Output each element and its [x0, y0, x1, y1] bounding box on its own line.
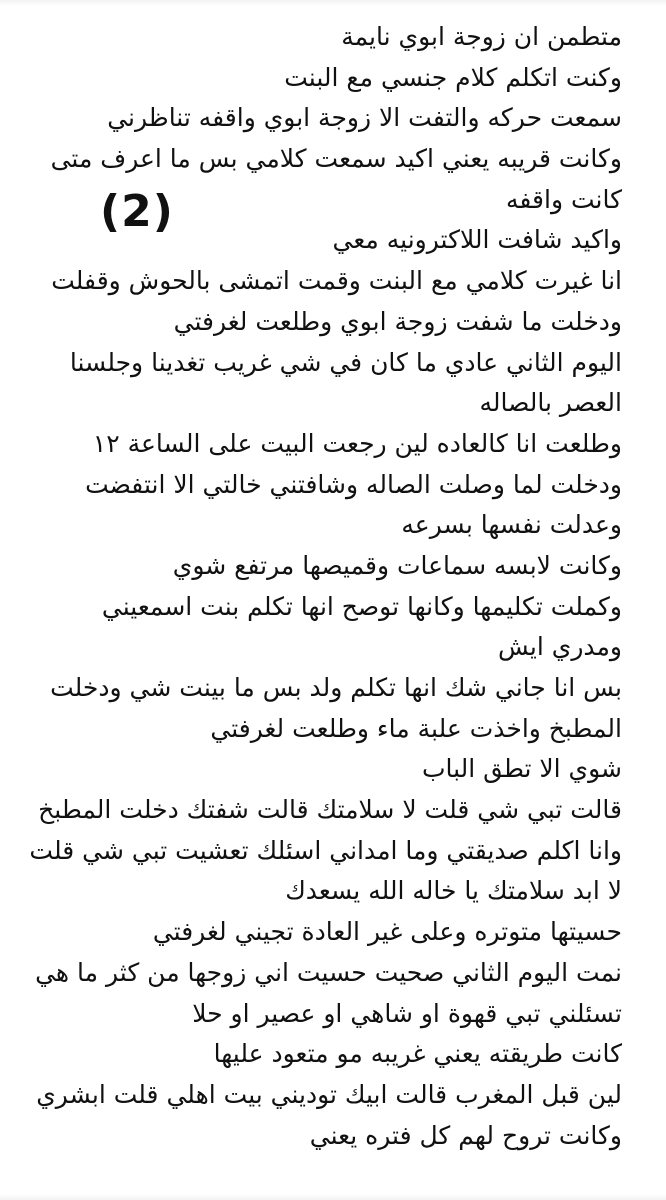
text-line: اليوم الثاني عادي ما كان في شي غريب تغدينا وجلسنا — [69, 347, 622, 377]
text-line: وعدلت نفسها بسرعه — [401, 510, 622, 540]
part-number-marker: (2) — [100, 186, 174, 237]
text-line: ودخلت لما وصلت الصاله وشافتني خالتي الا انتفضت — [85, 469, 622, 499]
text-line: حسيتها متوتره وعلى غير العادة تجيني لغرفتي — [152, 917, 622, 947]
text-line: ومدري ايش — [498, 632, 622, 662]
text-line: شوي الا تطق الباب — [421, 754, 622, 784]
top-cutoff — [0, 0, 666, 6]
text-line: نمت اليوم الثاني صحيت حسيت اني زوجها من كثر ما هي — [35, 957, 622, 987]
text-line: سمعت حركه والتفت الا زوجة ابوي واقفه تناظرني — [107, 103, 622, 133]
text-line: وكانت لابسه سماعات وقميصها مرتفع شوي — [172, 550, 622, 580]
text-line: ودخلت ما شفت زوجة ابوي وطلعت لغرفتي — [173, 306, 622, 336]
text-line: متطمن ان زوجة ابوي نايمة — [341, 22, 622, 51]
text-line: وانا اكلم صديقتي وما امداني اسئلك تعشيت تبي شي قلت — [29, 835, 622, 865]
text-line: العصر بالصاله — [479, 388, 622, 418]
text-line: المطبخ واخذت علبة ماء وطلعت لغرفتي — [210, 713, 622, 743]
text-line: وطلعت انا كالعاده لين رجعت البيت على الساعة ١٢ — [92, 428, 622, 458]
text-line: بس انا جاني شك انها تكلم ولد بس ما بينت شي ودخلت — [50, 673, 622, 702]
text-line: وكانت تروح لهم كل فتره يعني — [309, 1120, 622, 1150]
bottom-cutoff — [0, 1194, 666, 1200]
text-line: انا غيرت كلامي مع البنت وقمت اتمشى بالحوش وقفلت — [51, 266, 622, 296]
text-line: وكنت اتكلم كلام جنسي مع البنت — [284, 62, 622, 92]
text-line: واكيد شافت اللاكترونيه معي — [332, 225, 622, 255]
text-line: وكانت قريبه يعني اكيد سمعت كلامي بس ما اعرف متى — [50, 144, 622, 174]
text-line: لا ابد سلامتك يا خاله الله يسعدك — [285, 876, 622, 906]
text-line: كانت طريقته يعني غريبه مو متعود عليها — [213, 1039, 622, 1069]
text-line: كانت واقفه — [506, 184, 622, 214]
text-line: قالت تبي شي قلت لا سلامتك قالت شفتك دخلت المطبخ — [38, 795, 622, 825]
text-line: لين قبل المغرب قالت ابيك توديني بيت اهلي قلت ابشري — [36, 1079, 622, 1109]
text-line: وكملت تكليمها وكانها توصح انها تكلم بنت اسمعيني — [101, 591, 622, 621]
text-line: تسئلني تبي قهوة او شاهي او عصير او حلا — [192, 998, 622, 1028]
